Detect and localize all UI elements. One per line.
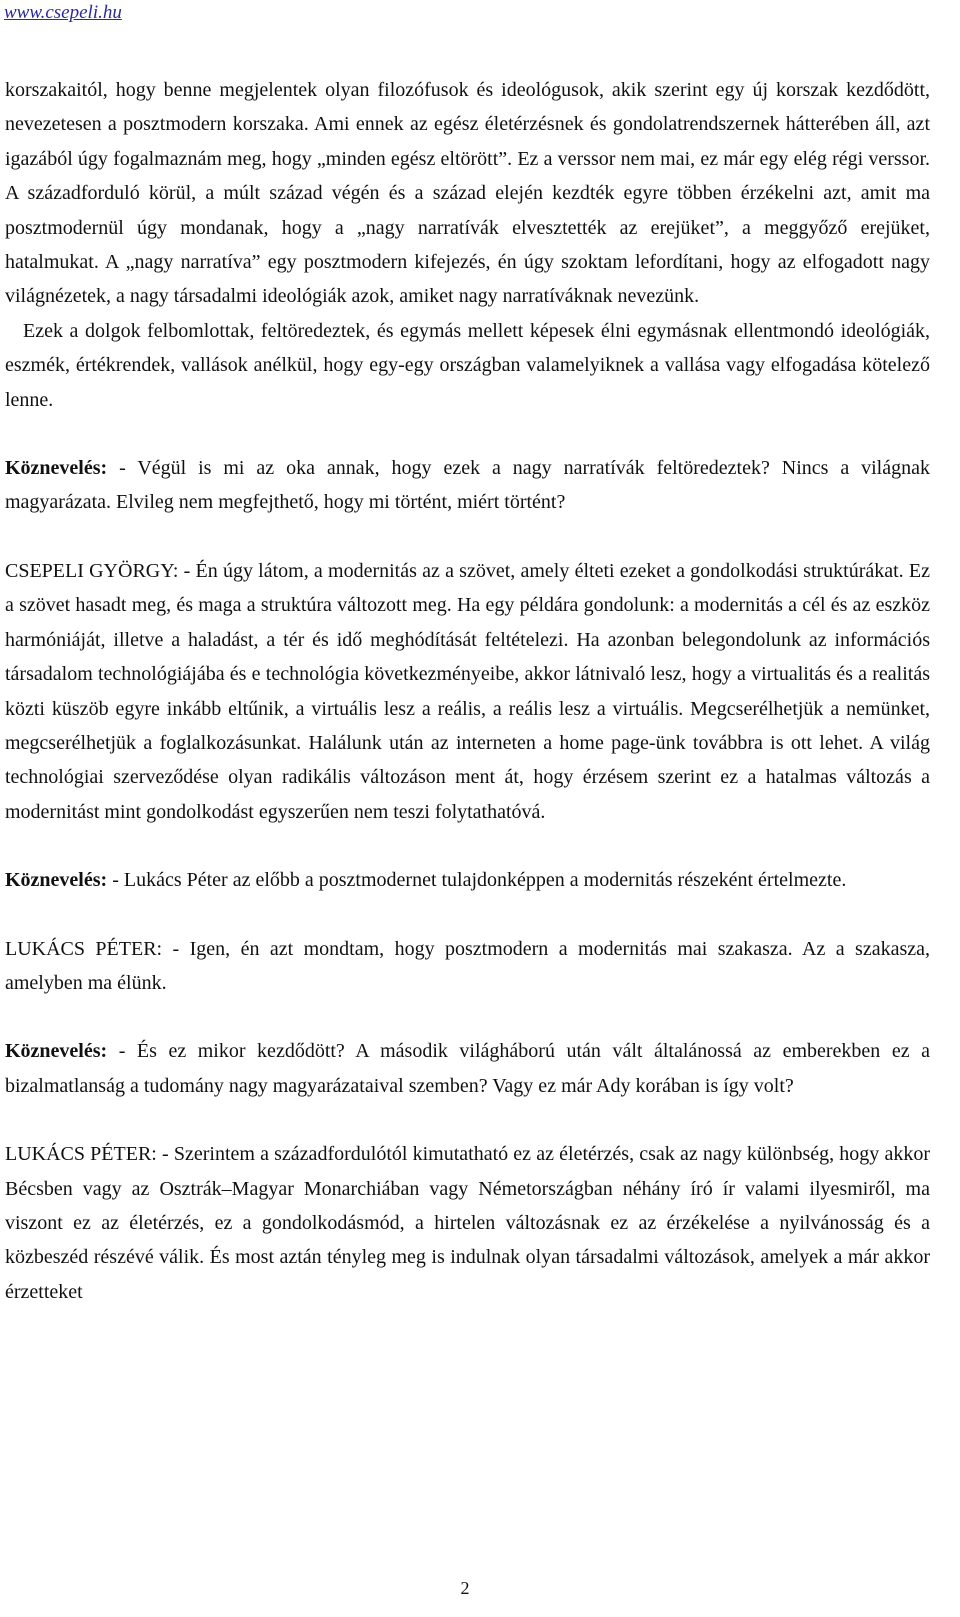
- paragraph-gap: [5, 829, 930, 863]
- answer-csepeli-1: [5, 554, 930, 829]
- document-body: [5, 73, 930, 1309]
- answer-lukacs-2: [5, 1137, 930, 1309]
- paragraph-gap: [5, 1103, 930, 1137]
- question-text: - Lukács Péter az előbb a posztmodernet tulajdonképpen a modernitás részeként értelmezte.: [107, 869, 847, 892]
- speaker-label: CSEPELI GYÖRGY:: [5, 559, 179, 582]
- paragraph-continuation: Ezek a dolgok felbomlottak, feltöredeztek, és egymás mellett képesek élni egymásnak ellentmondó ideológiák, eszmék, értékrendek, vallások anélkül, hogy egy-egy országban valamelyiknek a vallása vagy elfogadása kötelező lenne.: [5, 319, 930, 411]
- answer-lukacs-1: [5, 932, 930, 1001]
- question-koznevelés-2: [5, 863, 930, 897]
- speaker-label: LUKÁCS PÉTER:: [5, 1143, 157, 1166]
- speaker-label: Köznevelés:: [5, 457, 108, 480]
- page-number: 2: [460, 1578, 470, 1598]
- speaker-label: Köznevelés:: [5, 1040, 108, 1063]
- paragraph-intro: korszakaitól, hogy benne megjelentek olyan filozófusok és ideológusok, akik szerint egy új korszak kezdődött, nevezetesen a posztmodern korszaka. Ami ennek az egész életérzésnek és gondolatrendszernek hátterében áll, azt igazából úgy fogalmaznám meg, hogy „minden egész eltörött”. Ez a verssor nem mai, ez már egy elég régi verssor. A századforduló körül, a múlt század végén és a század elején kezdték egyre többen érzékelni azt, amit ma posztmodernül úgy mondanak, hogy a „nagy narratívák elvesztették az erejüket”, a meggyőző erejüket, hatalmukat. A „nagy narratíva” egy posztmodern kifejezés, én úgy szoktam lefordítani, hogy az elfogadott nagy világnézetek, a nagy társadalmi ideológiák azok, amiket nagy narratíváknak nevezünk.: [5, 79, 930, 308]
- paragraph-gap: [5, 417, 930, 451]
- speaker-label: Köznevelés:: [5, 869, 108, 892]
- speaker-label: LUKÁCS PÉTER:: [5, 937, 163, 960]
- answer-text: - Én úgy látom, a modernitás az a szövet, amely élteti ezeket a gondolkodási struktúrákat. Ez a szövet hasadt meg, és maga a struktúra változott meg. Ha egy példára gondolunk: a modernitás a cél és az eszköz harmóniáját, illetve a haladást, a tér és idő meghódítását feltételezi. Ha azonban belegondolunk az információs társadalom technológiájába és e technológia következményeibe, akkor látnivaló lesz, hogy a virtualitás és a realitás közti küszöb egyre inkább eltűnik, a virtuális lesz a reális, a reális lesz a virtuális. Megcserélhetjük a nemünket, megcserélhetjük a foglalkozásunkat. Halálunk után az interneten a home page-ünk továbbra is ott lehet. A világ technológiai szerveződése olyan radikális változáson ment át, hogy érzésem szerint ez a hatalmas változás a modernitást mint gondolkodást egyszerűen nem teszi folytathatóvá.: [5, 559, 930, 823]
- question-koznevelés-1: [5, 451, 930, 520]
- site-link[interactable]: www.csepeli.hu: [4, 2, 122, 23]
- answer-text: - Szerintem a századfordulótól kimutatható ez az életérzés, csak az nagy különbség, hogy akkor Bécsben vagy az Osztrák–Magyar Monarchiában vagy Németországban néhány író ír valami ilyesmiről, ma viszont ez az életérzés, ez a gondolkodásmód, a hirtelen változásnak ez az érzékelése a nyilvánosság és a közbeszéd részévé válik. És most aztán tényleg meg is indulnak olyan társadalmi változások, amelyek a már akkor érzetteket: [5, 1143, 931, 1303]
- question-text: - És ez mikor kezdődött? A második világháború után vált általánossá az emberekben ez a bizalmatlanság a tudomány nagy magyarázataival szemben? Vagy ez már Ady korában is így volt?: [5, 1040, 930, 1097]
- paragraph-gap: [5, 1000, 930, 1034]
- question-text: - Végül is mi az oka annak, hogy ezek a nagy narratívák feltöredeztek? Nincs a világnak magyarázata. Elvileg nem megfejthető, hogy mi történt, miért történt?: [5, 457, 930, 514]
- paragraph-gap: [5, 898, 930, 932]
- paragraph-gap: [5, 520, 930, 554]
- answer-text: - Igen, én azt mondtam, hogy posztmodern a modernitás mai szakasza. Az a szakasza, amelyben ma élünk.: [5, 937, 930, 994]
- question-koznevelés-3: [5, 1034, 930, 1103]
